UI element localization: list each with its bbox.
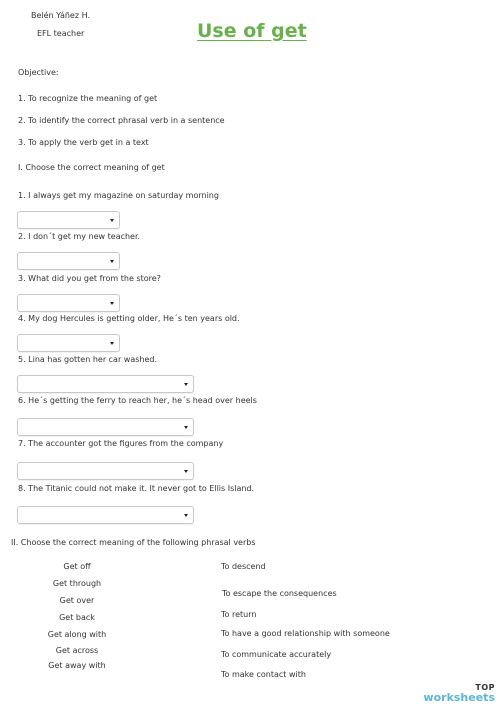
phrasal-verb-item[interactable]: Get across (55, 646, 99, 655)
logo-bottom-text: worksheets (423, 691, 495, 704)
page-title: Use of get (197, 20, 307, 42)
meaning-item[interactable]: To have a good relationship with someone (221, 629, 390, 638)
section2-heading: II. Choose the correct meaning of the following phrasal verbs (11, 538, 256, 547)
chevron-down-icon (184, 426, 188, 429)
topworksheets-logo (423, 684, 495, 703)
answer-dropdown-6[interactable] (17, 418, 194, 436)
question-8: 8. The Titanic could not make it. It never got to Ellis Island. (18, 484, 255, 493)
question-6: 6. He´s getting the ferry to reach her, he´s head over heels (18, 396, 257, 405)
answer-dropdown-1[interactable] (17, 211, 120, 229)
answer-dropdown-8[interactable] (17, 506, 194, 524)
objective-heading: Objective: (18, 68, 59, 77)
objective-item: 1. To recognize the meaning of get (18, 94, 158, 103)
chevron-down-icon (110, 260, 114, 263)
question-1: 1. I always get my magazine on saturday morning (18, 191, 219, 200)
question-2: 2. I don´t get my new teacher. (18, 232, 141, 241)
phrasal-verb-item[interactable]: Get over (59, 596, 95, 605)
answer-dropdown-4[interactable] (17, 334, 120, 352)
meaning-item[interactable]: To return (221, 610, 257, 619)
chevron-down-icon (184, 383, 188, 386)
phrasal-verb-item[interactable]: Get along with (47, 630, 107, 639)
answer-dropdown-5[interactable] (17, 375, 194, 393)
question-4: 4. My dog Hercules is getting older, He´s ten years old. (18, 314, 240, 323)
chevron-down-icon (184, 470, 188, 473)
chevron-down-icon (110, 342, 114, 345)
author-name: Belén Yáñez H. (31, 11, 91, 20)
meaning-item[interactable]: To descend (221, 562, 266, 571)
author-role: EFL teacher (37, 29, 85, 38)
question-3: 3. What did you get from the store? (18, 274, 161, 283)
chevron-down-icon (110, 302, 114, 305)
question-7: 7. The accounter got the figures from the company (18, 439, 224, 448)
phrasal-verb-item[interactable]: Get away with (48, 661, 106, 670)
chevron-down-icon (110, 219, 114, 222)
question-5: 5. Lina has gotten her car washed. (18, 355, 158, 364)
logo-top-text: TOP (475, 683, 495, 692)
phrasal-verb-item[interactable]: Get through (52, 579, 102, 588)
objective-item: 2. To identify the correct phrasal verb in a sentence (18, 116, 225, 125)
answer-dropdown-3[interactable] (17, 294, 120, 312)
meaning-item[interactable]: To make contact with (221, 670, 306, 679)
objective-item: 3. To apply the verb get in a text (18, 138, 149, 147)
meaning-item[interactable]: To escape the consequences (222, 589, 337, 598)
answer-dropdown-2[interactable] (17, 252, 120, 270)
chevron-down-icon (184, 514, 188, 517)
phrasal-verb-item[interactable]: Get off (63, 562, 91, 571)
meaning-item[interactable]: To communicate accurately (221, 650, 332, 659)
answer-dropdown-7[interactable] (17, 462, 194, 480)
phrasal-verb-item[interactable]: Get back (59, 613, 95, 622)
section1-heading: I. Choose the correct meaning of get (18, 163, 165, 172)
